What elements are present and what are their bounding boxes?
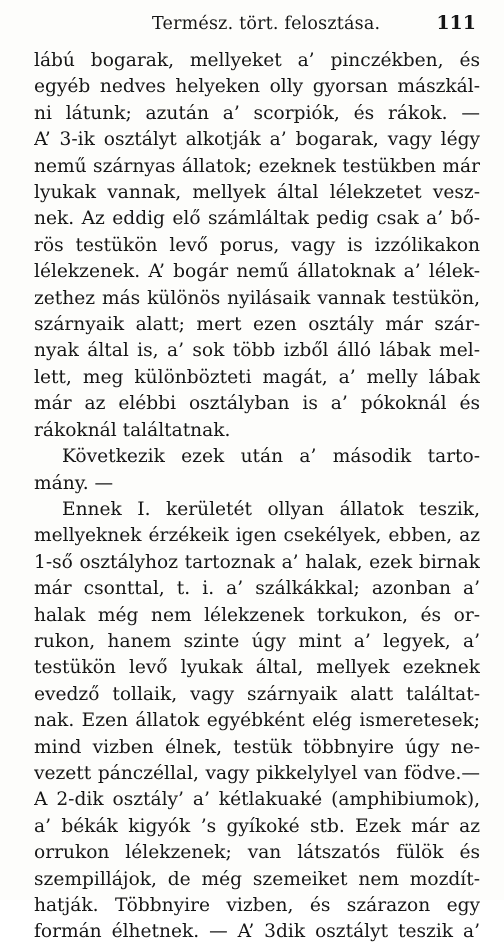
text-line: orrukon lélekzenek; van látszatós fülök és — [34, 842, 480, 864]
text-line: szárnyaik alatt; mert ezen osztály már szár- — [34, 314, 480, 336]
text-line: A’ 3-ik osztályt alkotják a’ bogarak, vagy légy — [34, 129, 480, 151]
text-line: Ennek I. kerületét ollyan állatok teszik, — [62, 498, 480, 520]
text-line: a’ békák kigyók ’s gyíkoké stb. Ezek már az — [34, 815, 480, 837]
text-line: már az elébbi osztályban is a’ pókoknál és — [34, 393, 480, 415]
text-line: 1-ső osztályhoz tartoznak a’ halak, ezek birnak — [34, 551, 480, 573]
text-line: lyukak vannak, mellyek által lélekzetet vesz- — [34, 182, 480, 204]
text-line: már csonttal, t. i. a’ szálkákkal; azonban a’ — [34, 578, 480, 600]
text-line: halak még nem lélekzenek torkukon, és or- — [34, 604, 480, 626]
text-line: szempillájok, de még szemeiket nem mozdít- — [34, 868, 480, 890]
text-line: formán élhetnek. — A’ 3dik osztályt teszik a’ — [34, 921, 480, 943]
text-line: lábú bogarak, mellyeket a’ pinczékben, és — [34, 50, 480, 71]
text-line: nak. Ezen állatok egyébként elég ismeretesek; — [34, 710, 480, 732]
text-line: lélekzenek. A’ bogár nemű állatoknak a’ lélek- — [34, 261, 480, 283]
text-line: hatják. Többnyire vizben, és szárazon egy — [34, 895, 480, 916]
text-line: mány. — — [34, 472, 114, 494]
text-line: rös testükön levő porus, vagy is izzólikakon — [34, 234, 480, 256]
text-line: vezett pánczéllal, vagy pikkelylyel van födve.— — [34, 762, 480, 784]
text-line: evedző tollaik, vagy szárnyaik alatt találtat- — [34, 683, 480, 705]
text-line: A 2-dik osztály’ a’ kétlakuaké (amphibiumok), — [34, 789, 480, 811]
text-line: ni látunk; azután a’ scorpiók, és rákok. — — [34, 102, 480, 124]
running-header — [34, 12, 480, 40]
text-line: Következik ezek után a’ második tarto- — [62, 446, 480, 468]
text-line: testükön levő lyukak által, mellyek ezeknek — [34, 657, 480, 679]
text-line: mellyeknek érzékeik igen csekélyek, ebben, az — [34, 525, 480, 547]
text-line: nyak által is, a’ sok több izből álló lábak mel- — [34, 340, 480, 362]
text-line: lett, meg különbözteti magát, a’ melly lábak — [34, 366, 480, 388]
text-line: mind vizben élnek, testük többnyire úgy ne- — [34, 736, 480, 758]
body-text — [34, 48, 480, 946]
text-line: nek. Az eddig elő számláltak pedig csak a’ bő- — [34, 208, 480, 230]
text-line: nemű szárnyas állatok; ezeknek testükben már — [34, 155, 480, 177]
page-number: 111 — [436, 12, 476, 34]
text-line: egyéb nedves helyeken olly gyorsan mászkál- — [34, 76, 480, 98]
running-title: Termész. tört. felosztása. — [152, 14, 381, 34]
text-line: rákoknál találtatnak. — [34, 419, 231, 441]
text-line: zethez más különös nyilásaik vannak testükön, — [34, 287, 480, 309]
text-line: rukon, hanem szinte úgy mint a’ legyek, a’ — [34, 630, 480, 652]
